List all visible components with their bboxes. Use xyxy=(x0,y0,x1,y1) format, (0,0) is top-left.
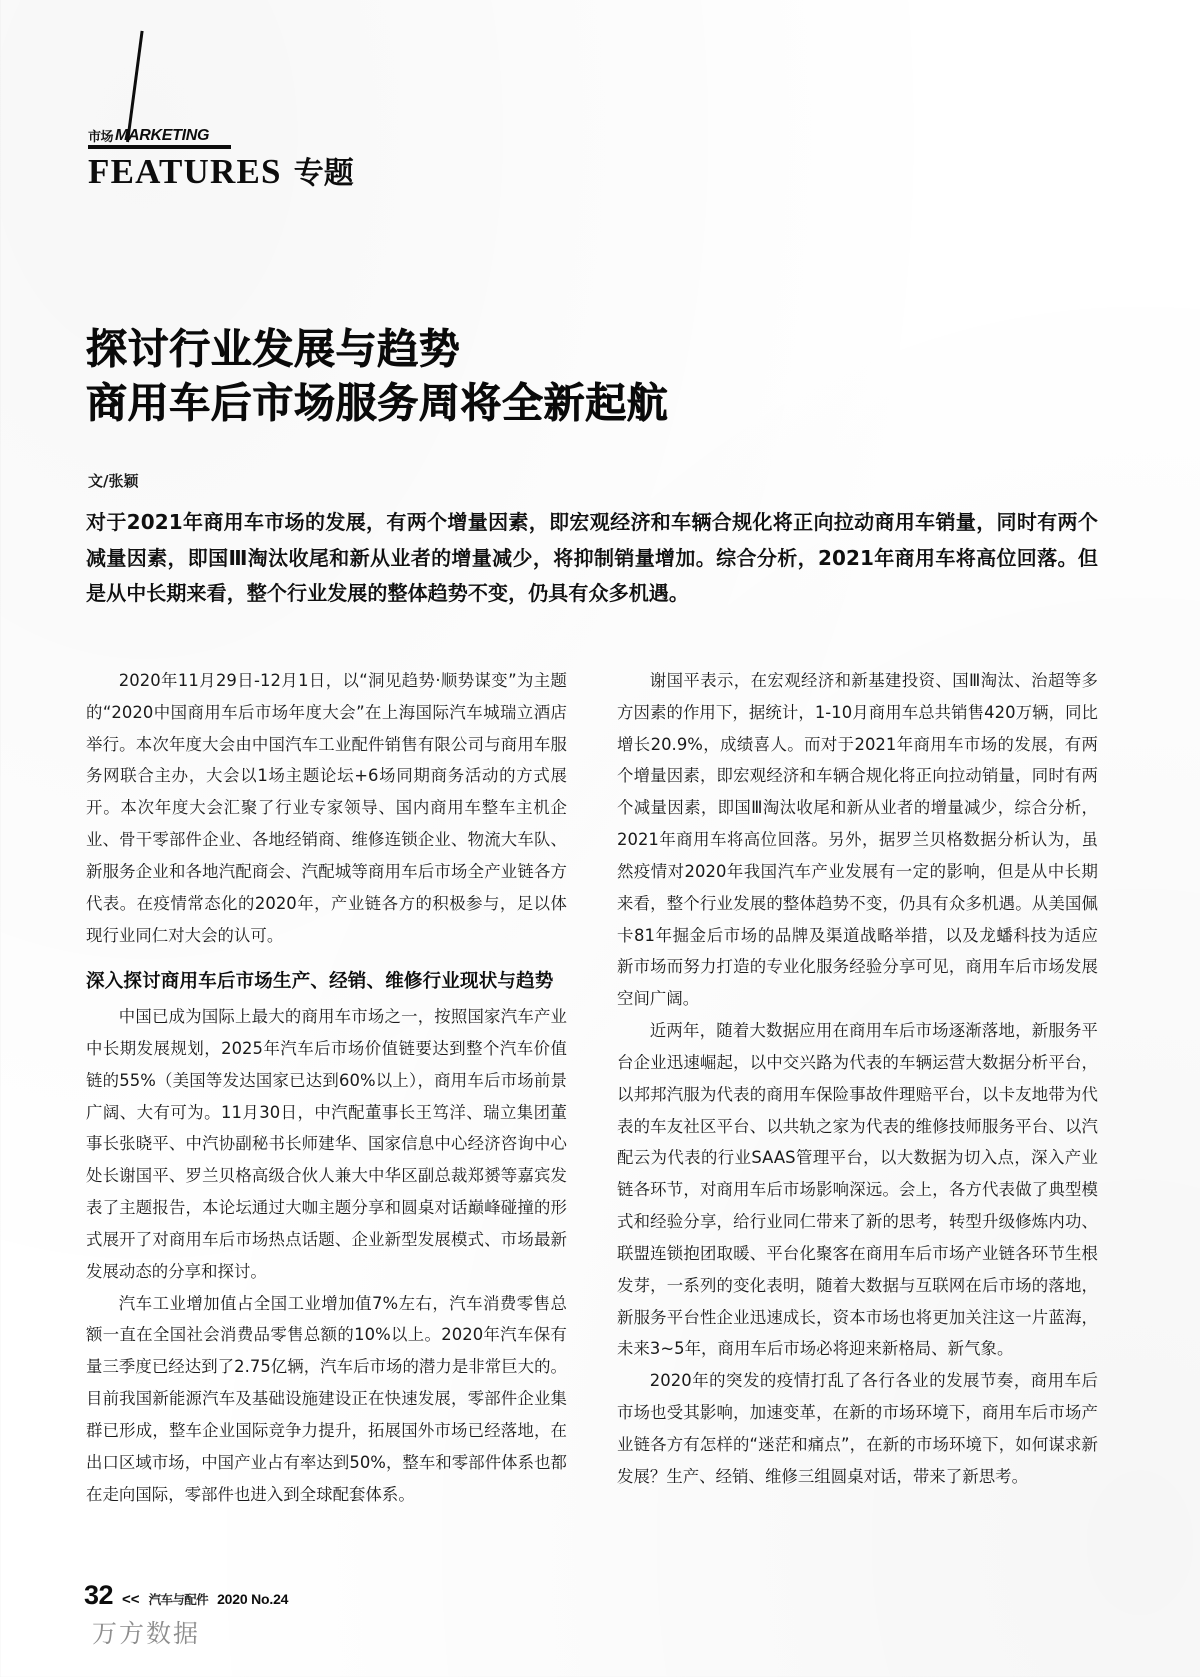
page-title xyxy=(86,322,1096,430)
masthead-kicker-cn: 市场 xyxy=(88,130,114,145)
watermark: 万方数据 xyxy=(92,1621,201,1648)
chevron-left-icon: << xyxy=(122,1591,140,1608)
paragraph: 中国已成为国际上最大的商用车市场之一，按照国家汽车产业中长期发展规划，2025年汽车后市场价值链要达到整个汽车价值链的55%（美国等发达国家已达到60%以上），商用车后市场前景广阔、大有可为。11月30日，中汽配董事长王笃洋、瑞立集团董事长张晓平、中汽协副秘书长师建华、国家信息中心经济咨询中心处长谢国平、罗兰贝格高级合伙人兼大中华区副总裁郑赟等嘉宾发表了主题报告，本论坛通过大咖主题分享和圆桌对话巅峰碰撞的形式展开了对商用车后市场热点话题、企业新型发展模式、市场最新发展动态的分享和探讨。 xyxy=(86,1007,567,1281)
headline-line-1: 探讨行业发展与趋势 xyxy=(86,325,461,373)
paragraph: 2020年的突发的疫情打乱了各行各业的发展节奏，商用车后市场也受其影响，加速变革，在新的市场环境下，商用车后市场产业链各方有怎样的“迷茫和痛点”，在新的市场环境下，如何谋求新发展？生产、经销、维修三组圆桌对话，带来了新思考。 xyxy=(617,1371,1098,1486)
page-number: 32 xyxy=(84,1580,114,1610)
masthead-title-en: FEATURES xyxy=(88,152,282,191)
masthead-kicker xyxy=(88,128,231,149)
headline-line-2: 商用车后市场服务周将全新起航 xyxy=(86,379,669,428)
paragraph: 谢国平表示，在宏观经济和新基建投资、国Ⅲ淘汰、治超等多方因素的作用下，据统计，1-10月商用车总共销售420万辆，同比增长20.9%，成绩喜人。而对于2021年商用车市场的发展，有两个增量因素，即宏观经济和车辆合规化将正向拉动销量，同时有两个减量因素，即国Ⅲ淘汰收尾和新从业者的增量减少，综合分析，2021年商用车将高位回落。另外，据罗兰贝格数据分析认为，虽然疫情对2020年我国汽车产业发展有一定的影响，但是从中长期来看，整个行业发展的整体趋势不变，仍具有众多机遇。从美国佩卡81年掘金后市场的品牌及渠道战略举措，以及龙蟠科技为适应新市场而努力打造的专业化服务经验分享可见，商用车后市场发展空间广阔。 xyxy=(617,671,1098,1009)
issue-number: 2020 No.24 xyxy=(217,1591,289,1607)
masthead-title-cn: 专题 xyxy=(293,156,354,191)
byline: 文/张颖 xyxy=(88,472,139,490)
footer-folio xyxy=(84,1582,288,1609)
right-column xyxy=(617,665,1098,1510)
paragraph: 2020年11月29日-12月1日，以“洞见趋势·顺势谋变”为主题的“2020中国商用车后市场年度大会”在上海国际汽车城瑞立酒店举行。本次年度大会由中国汽车工业配件销售有限公司与商用车服务网联合主办，大会以1场主题论坛+6场同期商务活动的方式展开。本次年度大会汇聚了行业专家领导、国内商用车整车主机企业、骨干零部件企业、各地经销商、维修连锁企业、物流大车队、新服务企业和各地汽配商会、汽配城等商用车后市场全产业链各方代表。在疫情常态化的2020年，产业链各方的积极参与，足以体现行业同仁对大会的认可。 xyxy=(86,671,567,945)
left-column xyxy=(86,665,567,1510)
diagonal-slash-icon xyxy=(126,31,144,142)
body-columns xyxy=(86,665,1098,1510)
lead-paragraph: 对于2021年商用车市场的发展，有两个增量因素，即宏观经济和车辆合规化将正向拉动商用车销量，同时有两个减量因素，即国Ⅲ淘汰收尾和新从业者的增量减少，将抑制销量增加。综合分析，2021年商用车将高位回落。但是从中长期来看，整个行业发展的整体趋势不变，仍具有众多机遇。 xyxy=(86,510,1098,606)
masthead-kicker-en: MARKETING xyxy=(115,127,210,144)
section-heading: 深入探讨商用车后市场生产、经销、维修行业现状与趋势 xyxy=(86,971,554,993)
paragraph: 汽车工业增加值占全国工业增加值7%左右，汽车消费零售总额一直在全国社会消费品零售总额的10%以上。2020年汽车保有量三季度已经达到了2.75亿辆，汽车后市场的潜力是非常巨大的。目前我国新能源汽车及基础设施建设正在快速发展，零部件企业集群已形成，整车企业国际竞争力提升，拓展国外市场已经落地，在出口区域市场，中国产业占有率达到50%，整车和零部件体系也都在走向国际，零部件也进入到全球配套体系。 xyxy=(86,1293,567,1504)
masthead-title xyxy=(88,154,354,189)
magazine-name: 汽车与配件 xyxy=(148,1592,209,1607)
paragraph: 近两年，随着大数据应用在商用车后市场逐渐落地，新服务平台企业迅速崛起，以中交兴路为代表的车辆运营大数据分析平台，以邦邦汽服为代表的商用车保险事故件理赔平台，以卡友地带为代表的车友社区平台、以共轨之家为代表的维修技师服务平台、以汽配云为代表的行业SAAS管理平台，以大数据为切入点，深入产业链各环节，对商用车后市场影响深远。会上，各方代表做了典型模式和经验分享，给行业同仁带来了新的思考，转型升级修炼内功、联盟连锁抱团取暖、平台化聚客在商用车后市场产业链各环节生根发芽，一系列的变化表明，随着大数据与互联网在后市场的落地，新服务平台性企业迅速成长，资本市场也将更加关注这一片蓝海，未来3~5年，商用车后市场必将迎来新格局、新气象。 xyxy=(617,1021,1098,1359)
